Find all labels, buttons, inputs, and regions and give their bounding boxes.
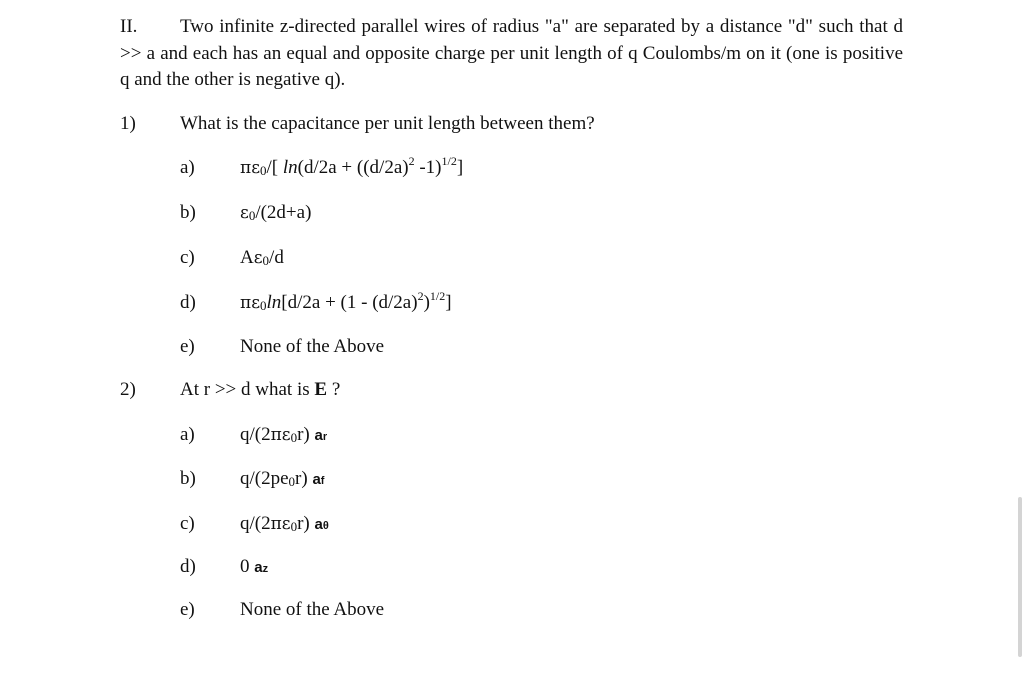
option-label: d) xyxy=(180,292,196,313)
vector-e: E xyxy=(314,379,328,400)
option-text: q/(2πε0r) ar xyxy=(240,424,328,445)
option-text: Aε0/d xyxy=(240,247,284,268)
option-text: πε0/[ $\ln(d/2a + ((d/2a)^2$ -1)$^{1/2}$] xyxy=(240,154,464,178)
option-label: e) xyxy=(180,336,195,357)
question-text xyxy=(180,379,340,401)
option-text: $\pi\varepsilon 0\ln[d/2a + (1 - (d/2a)^2)^{1/2}]$ xyxy=(240,289,452,313)
option-label: b) xyxy=(180,202,196,223)
scrollbar[interactable] xyxy=(1018,497,1022,657)
question-number: 1) xyxy=(120,113,136,134)
option-text: None of the Above xyxy=(240,599,385,620)
option-text: q/(2pe0r) af xyxy=(240,468,325,489)
option-label: a) xyxy=(180,157,195,178)
option-label: c) xyxy=(180,247,195,268)
question-text-suffix: ? xyxy=(331,379,341,400)
option-text: None of the Above xyxy=(240,336,385,357)
option-label: a) xyxy=(180,424,195,445)
option-label: b) xyxy=(180,468,196,489)
option-text: ε0/(2d+a) xyxy=(240,202,312,223)
question-number: 2) xyxy=(120,379,136,400)
section-text: Two infinite z-directed parallel wires of radius "a" are separated by a distance "d" such that d >> a and each has an equal and opposite charge per unit length of q Coulombs/m on it (one is positive q and the other is negative q). xyxy=(120,16,903,90)
option-label: e) xyxy=(180,599,195,620)
question-text-prefix: At r >> d what is xyxy=(180,379,310,400)
option-text: 0 az xyxy=(240,556,269,577)
option-label: c) xyxy=(180,513,195,534)
option-text: q/(2πε0r) aθ xyxy=(240,513,329,534)
section-intro xyxy=(120,14,903,94)
section-number: II. xyxy=(120,16,138,37)
option-label: d) xyxy=(180,556,196,577)
question-text: What is the capacitance per unit length between them? xyxy=(180,113,595,134)
